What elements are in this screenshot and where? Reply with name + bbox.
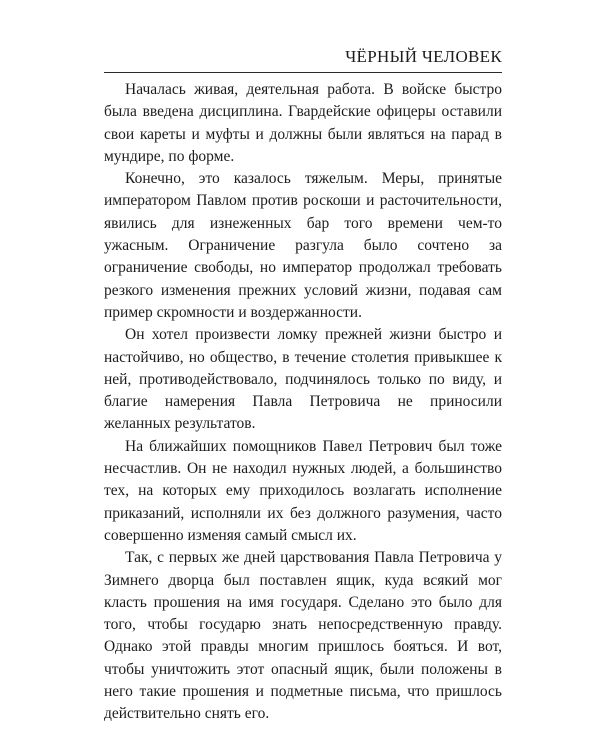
paragraph: Так, с первых же дней царствования Павла Петровича у Зимнего дворца был поставлен ящик, куда всякий мог класть прошения на имя государя. Сделано это было для того, чтобы государю знать непосредственную правду. Однако этой правды многим пришлось бояться. И вот, чтобы уничтожить этот опасный ящик, были положены в него такие прошения и подметные письма, что пришлось действительно снять его.	[104, 549, 502, 723]
paragraph: Конечно, это казалось тяжелым. Меры, принятые императором Павлом против роскоши и расточительности, явились для изнеженных бар того времени чем-то ужасным. Ограничение разгула было сочтено за ограничение свободы, но император продолжал требовать резкого изменения прежних условий жизни, подавая сам пример скромности и воздержанности.	[104, 170, 502, 321]
body-text	[104, 79, 502, 726]
paragraph: Он хотел произвести ломку прежней жизни быстро и настойчиво, но общество, в течение столетия привыкшее к ней, противодействовало, подчинялось только по виду, и благие намерения Павла Петровича не приносили желанных результатов.	[104, 326, 502, 433]
paragraph: Началась живая, деятельная работа. В войске быстро была введена дисциплина. Гвардейские офицеры оставили свои кареты и муфты и должны были являться на парад в мундире, по форме.	[104, 81, 502, 165]
running-title: ЧЁРНЫЙ ЧЕЛОВЕК	[345, 47, 502, 66]
running-header	[104, 44, 502, 73]
paragraph: На ближайших помощников Павел Петрович был тоже несчастлив. Он не находил нужных людей, а большинство тех, на которых ему приходилось возлагать исполнение приказаний, исполняли их без должного разумения, часто совершенно изменяя самый смысл их.	[104, 437, 502, 544]
